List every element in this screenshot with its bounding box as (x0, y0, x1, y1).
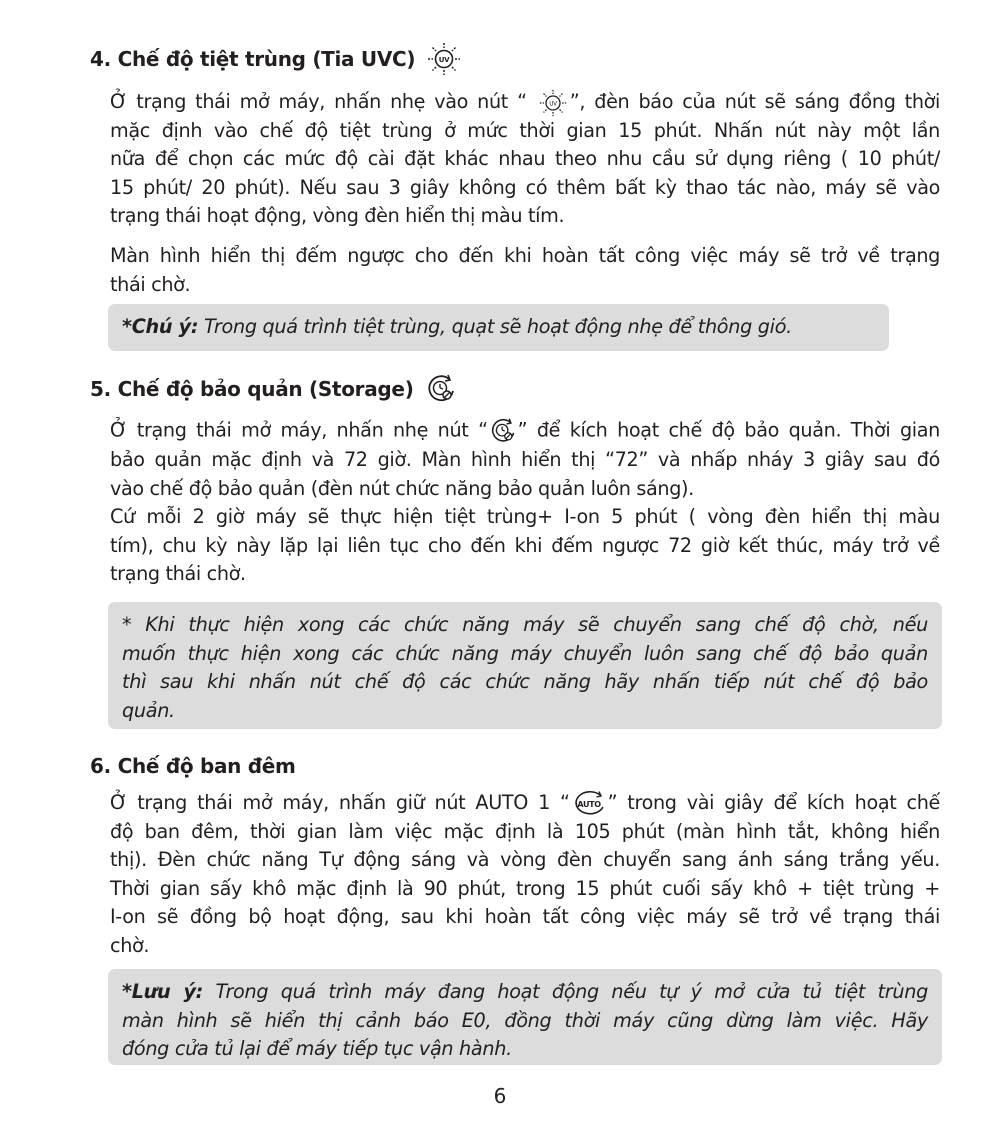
text-line: Ở trạng thái mở máy, nhấn nhẹ vào nút “ UV ”, đèn báo của nút sẽ sáng đồng thời (110, 88, 940, 117)
page-number: 6 (493, 1084, 507, 1108)
section-6-title: 6. Chế độ ban đêm (90, 754, 296, 778)
text-line: màn hình sẽ hiển thị cảnh báo E0, đồng thời máy cũng dừng làm việc. Hãy (122, 1008, 928, 1032)
section-6-note (108, 969, 942, 1065)
text-line: 15 phút/ 20 phút). Nếu sau 3 giây không có thêm bất kỳ thao tác nào, máy sẽ vào (110, 175, 940, 199)
section-5-paragraph-1 (110, 416, 940, 589)
text-line: vào chế độ bảo quản (đèn nút chức năng bảo quản luôn sáng). (110, 476, 694, 500)
text-line: thì sau khi nhấn nút chế độ các chức năng hãy nhấn tiếp nút chế độ bảo (122, 670, 928, 693)
section-6-heading (90, 754, 296, 778)
text-line: đóng cửa tủ lại để máy tiếp tục vận hành. (122, 1037, 512, 1060)
uv-sterilize-icon (536, 89, 570, 117)
uv-sterilize-icon (425, 42, 463, 76)
section-6-paragraph-1 (110, 789, 940, 960)
text-line (122, 978, 928, 1007)
text-line: độ ban đêm, thời gian làm việc mặc định là 105 phút (màn hình tắt, không hiển (110, 819, 940, 843)
text-line: mặc định vào chế độ tiệt trùng ở mức thời gian 15 phút. Nhấn nút này một lần (110, 118, 940, 142)
text-line: Màn hình hiển thị đếm ngược cho đến khi hoàn tất công việc máy sẽ trở về trạng (110, 244, 940, 267)
text-line: thái chờ. (110, 272, 191, 296)
text-line (122, 313, 875, 342)
section-5-heading (90, 372, 458, 406)
storage-icon (424, 372, 458, 406)
text-line: muốn thực hiện xong các chức năng máy chuyển luôn sang chế độ bảo quản (122, 641, 928, 665)
section-4-heading (90, 42, 463, 76)
text-line: * Khi thực hiện xong các chức năng máy sẽ chuyển sang chế độ chờ, nếu (122, 613, 928, 636)
note-label: *Lưu ý: (122, 980, 204, 1003)
text-line: quản. (122, 698, 175, 722)
svg-text:UV: UV (439, 56, 450, 64)
text-line: Thời gian sấy khô mặc định là 90 phút, trong 15 phút cuối sấy khô + tiệt trùng + (110, 876, 940, 900)
note-text: Trong quá trình tiệt trùng, quạt sẽ hoạt động nhẹ để thông gió. (198, 315, 792, 338)
text-line: Ở trạng thái mở máy, nhấn nhẹ nút “ ” để kích hoạt chế độ bảo quản. Thời gian (110, 416, 940, 446)
storage-icon (488, 416, 518, 446)
svg-text:AUTO: AUTO (576, 799, 601, 809)
text-line: trạng thái hoạt động, vòng đèn hiển thị màu tím. (110, 204, 565, 227)
text-line: nữa để chọn các mức độ cài đặt khác nhau theo nhu cầu sử dụng riêng ( 10 phút/ (110, 147, 940, 170)
text-line: tím), chu kỳ này lặp lại liên tục cho đến khi đếm ngược 72 giờ kết thúc, máy trở về (110, 533, 940, 557)
text-line: trạng thái chờ. (110, 562, 246, 585)
auto-icon (570, 790, 608, 818)
section-4-title: 4. Chế độ tiệt trùng (Tia UVC) (90, 47, 416, 71)
text-line: bảo quản mặc định và 72 giờ. Màn hình hiển thị “72” và nhấp nháy 3 giây sau đó (110, 448, 940, 471)
section-5-note (108, 602, 942, 729)
note-text: Trong quá trình máy đang hoạt động nếu tự ý mở cửa tủ tiệt trùng (203, 980, 928, 1003)
text-line: Cứ mỗi 2 giờ máy sẽ thực hiện tiệt trùng+ I-on 5 phút ( vòng đèn hiển thị màu (110, 505, 940, 528)
section-5-title: 5. Chế độ bảo quản (Storage) (90, 377, 414, 401)
text-line: Ở trạng thái mở máy, nhấn giữ nút AUTO 1 “ AUTO ” trong vài giây để kích hoạt chế (110, 789, 940, 818)
text-line: thị). Đèn chức năng Tự động sáng và vòng đèn chuyển sang ánh sáng trắng yếu. (110, 848, 940, 871)
section-4-paragraph-2 (110, 242, 940, 299)
section-4-note (108, 304, 889, 351)
section-4-paragraph-1 (110, 88, 940, 231)
note-label: *Chú ý: (122, 315, 199, 338)
svg-text:UV: UV (549, 100, 557, 107)
text-line: I-on sẽ đồng bộ hoạt động, sau khi hoàn tất công việc máy sẽ trở về trạng thái (110, 905, 940, 928)
text-line: chờ. (110, 933, 150, 957)
